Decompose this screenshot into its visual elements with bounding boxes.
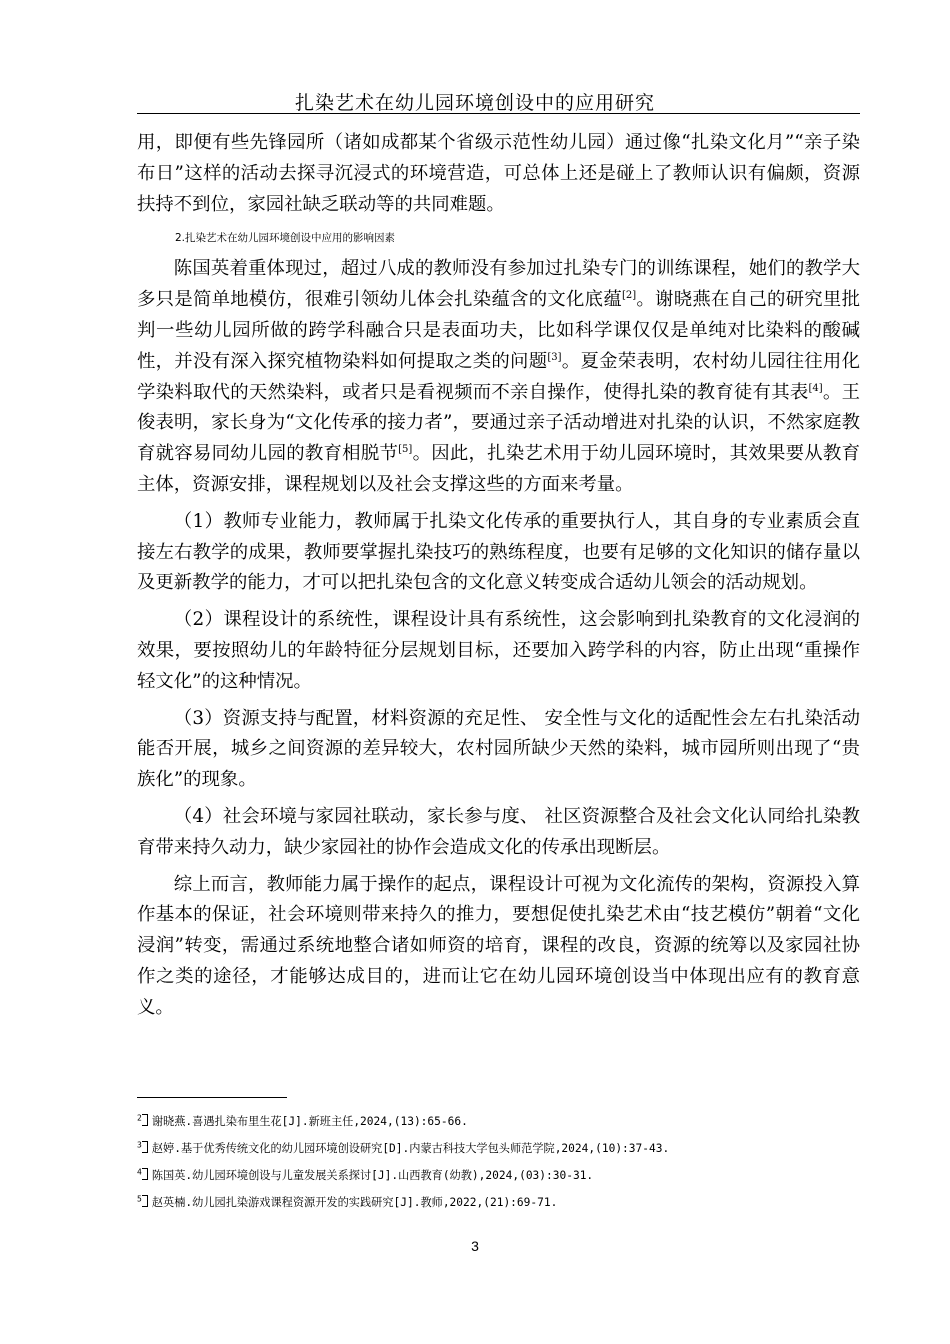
running-header-title: 扎染艺术在幼儿园环境创设中的应用研究 <box>294 92 655 114</box>
footnote-text: 赵婷.基于优秀传统文化的幼儿园环境创设研究[D].内蒙古科技大学包头师范学院,2024,(10):37-43. <box>151 1142 670 1155</box>
conclusion-paragraph: 综上而言，教师能力属于操作的起点，课程设计可视为文化流传的架构，资源投入算作基本的保证，社会环境则带来持久的推力，要想促使扎染艺术由“技艺模仿”朝着“文化浸润”转变，需通过系统地整合诸如师资的培育，课程的改良，资源的统筹以及家园社协作之类的途径，才能够达成目的，进而让它在幼儿园环境创设当中体现出应有的教育意义。 <box>137 873 860 1018</box>
footnote <box>137 1162 860 1189</box>
factor-curriculum-design: （2）课程设计的系统性，课程设计具有系统性，这会影响到扎染教育的文化浸润的效果，要按照幼儿的年龄特征分层规划目标，还要加入跨学科的内容，防止出现“重操作轻文化”的这种情况。 <box>137 609 860 692</box>
citation-2[interactable]: [2] <box>621 290 637 302</box>
header-rule <box>137 113 860 114</box>
bracket-icon <box>142 1195 148 1207</box>
footnote-text: 陈国英.幼儿园环境创设与儿童发展关系探讨[J].山西教育(幼教),2024,(03):30-31. <box>151 1169 594 1182</box>
intro-sentence-4: 。王俊表明，家长身为“文化传承的接力者”，要通过亲子活动增进对扎染的认识，不然家庭教育就容易同幼儿园的教育相脱节 <box>137 381 860 465</box>
bracket-icon <box>142 1114 148 1126</box>
citation-3[interactable]: [3] <box>547 351 562 363</box>
footnote-number: 4 <box>137 1167 142 1177</box>
footnote <box>137 1135 860 1162</box>
factor-teacher-ability: （1）教师专业能力，教师属于扎染文化传承的重要执行人，其自身的专业素质会直接左右教学的成果，教师要掌握扎染技巧的熟练程度，也要有足够的文化知识的储存量以及更新教学的能力，才可以把扎染包含的文化意义转变成合适幼儿领会的活动规划。 <box>137 510 860 594</box>
continued-paragraph: 用，即便有些先锋园所（诸如成都某个省级示范性幼儿园）通过像“扎染文化月”“亲子染布日”这样的活动去探寻沉浸式的环境营造，可总体上还是碰上了教师认识有偏颇，资源扶持不到位，家园社缺乏联动等的共同难题。 <box>137 132 860 215</box>
footnote-number: 2 <box>137 1113 142 1123</box>
bracket-icon <box>142 1168 148 1180</box>
footnote-text: 赵英楠.幼儿园扎染游戏课程资源开发的实践研究[J].教师,2022,(21):69-71. <box>151 1196 558 1209</box>
footnote-number: 5 <box>137 1194 142 1204</box>
citation-4[interactable]: [4] <box>808 382 823 394</box>
footnote <box>137 1108 860 1135</box>
footnote-number: 3 <box>137 1140 142 1150</box>
footnote-text: 谢晓燕.喜遇扎染布里生花[J].新班主任,2024,(13):65-66. <box>151 1115 468 1128</box>
factor-social-environment: （4）社会环境与家园社联动，家长参与度、 社区资源整合及社会文化认同给扎染教育带来持久动力，缺少家园社的协作会造成文化的传承出现断层。 <box>137 805 860 858</box>
body-text <box>137 128 860 1024</box>
citation-5[interactable]: [5] <box>398 444 413 456</box>
intro-sentence-5: 。因此，扎染艺术用于幼儿园环境时，其效果要从教育主体，资源安排，课程规划以及社会支撑这些的方面来考量。 <box>137 443 860 495</box>
intro-sentence-3: 。夏金荣表明，农村幼儿园往往用化学染料取代的天然染料，或者只是看视频而不亲自操作，使得扎染的教育徒有其表 <box>137 350 860 403</box>
factor-resource-support: （3）资源支持与配置，材料资源的充足性、 安全性与文化的适配性会左右扎染活动能否开展，城乡之间资源的差异较大，农村园所缺少天然的染料，城市园所则出现了“贵族化”的现象。 <box>137 707 860 791</box>
intro-sentence-2: 。谢晓燕在自己的研究里批判一些幼儿园所做的跨学科融合只是表面功夫，比如科学课仅仅是单纯对比染料的酸碱性，并没有深入探究植物染料如何提取之类的问题 <box>137 289 860 372</box>
page-number: 3 <box>471 1238 479 1254</box>
intro-sentence-1: 陈国英着重体现过，超过八成的教师没有参加过扎染专门的训练课程，她们的教学大多只是简单地模仿，很难引领幼儿体会扎染蕴含的文化底蕴 <box>137 258 860 311</box>
footnote <box>137 1189 860 1216</box>
footnotes <box>137 1108 860 1216</box>
footnote-separator <box>137 1097 287 1098</box>
section-heading: 2.扎染艺术在幼儿园环境创设中应用的影响因素 <box>175 232 396 245</box>
intro-paragraph <box>137 254 860 500</box>
bracket-icon <box>142 1141 148 1153</box>
